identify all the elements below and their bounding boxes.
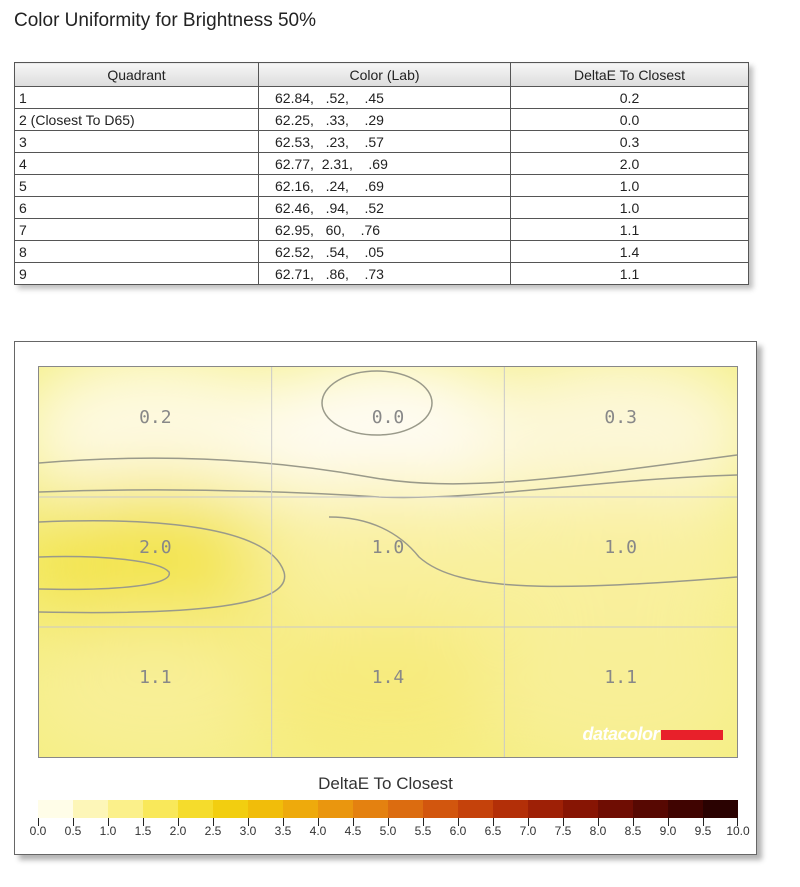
table-row [15, 219, 749, 241]
color-scale-segment [703, 800, 738, 818]
delta-e-cell: 1.0 [511, 175, 749, 197]
cell-label-2-0: 1.1 [139, 667, 172, 688]
color-scale-segment [668, 800, 703, 818]
quadrant-cell: 8 [15, 241, 259, 263]
cell-label-1-2: 1.0 [604, 537, 637, 558]
delta-e-cell: 0.3 [511, 131, 749, 153]
delta-e-cell: 1.1 [511, 263, 749, 285]
color-scale-bar [38, 800, 738, 818]
page-title: Color Uniformity for Brightness 50% [14, 10, 316, 31]
color-scale-segment [143, 800, 178, 818]
cell-label-2-2: 1.1 [604, 667, 637, 688]
table-body [15, 87, 749, 285]
color-scale-tick-label: 6.0 [449, 824, 467, 838]
color-scale-segment [213, 800, 248, 818]
quadrant-cell: 1 [15, 87, 259, 109]
color-scale-segment [563, 800, 598, 818]
cell-label-0-2: 0.3 [604, 407, 637, 428]
color-scale-tick-label: 4.5 [344, 824, 362, 838]
delta-e-cell: 1.1 [511, 219, 749, 241]
table-row [15, 109, 749, 131]
heatmap-plot-area [38, 366, 738, 758]
delta-e-cell: 2.0 [511, 153, 749, 175]
color-scale-tick-label: 5.0 [379, 824, 397, 838]
cell-label-0-0: 0.2 [139, 407, 172, 428]
color-scale-tick-label: 0.5 [64, 824, 82, 838]
table-row [15, 131, 749, 153]
color-scale-tick-label: 2.5 [204, 824, 222, 838]
color-scale-segment [528, 800, 563, 818]
color-scale-segment [248, 800, 283, 818]
color-scale-tick-label: 9.0 [659, 824, 677, 838]
table-header-row [15, 63, 749, 87]
color-scale-segment [423, 800, 458, 818]
color-scale-segment [178, 800, 213, 818]
cell-label-1-1: 1.0 [371, 537, 405, 558]
color-scale-tick-label: 3.0 [239, 824, 257, 838]
color-scale-tick-label: 7.0 [519, 824, 537, 838]
color-scale-tick-label: 10.0 [726, 824, 750, 838]
color-scale-tick-label: 8.5 [624, 824, 642, 838]
cell-label-2-1: 1.4 [371, 667, 405, 688]
uniformity-table-container [14, 62, 749, 285]
delta-e-cell: 0.2 [511, 87, 749, 109]
color-lab-cell: 62.53, .23, .57 [259, 131, 511, 153]
color-scale-segment [38, 800, 73, 818]
quadrant-cell: 2 (Closest To D65) [15, 109, 259, 131]
quadrant-cell: 4 [15, 153, 259, 175]
color-lab-cell: 62.25, .33, .29 [259, 109, 511, 131]
quadrant-cell: 7 [15, 219, 259, 241]
column-header-color-lab: Color (Lab) [259, 63, 511, 87]
color-lab-cell: 62.77, 2.31, .69 [259, 153, 511, 175]
column-header-quadrant: Quadrant [15, 63, 259, 87]
quadrant-cell: 9 [15, 263, 259, 285]
uniformity-table [14, 62, 749, 285]
datacolor-logo-bar [661, 730, 723, 740]
color-scale-tick-label: 9.5 [694, 824, 712, 838]
quadrant-cell: 6 [15, 197, 259, 219]
color-scale-segment [318, 800, 353, 818]
color-scale-tick-label: 2.0 [169, 824, 187, 838]
table-row [15, 197, 749, 219]
heatmap-svg [39, 367, 737, 757]
color-scale-tick-label: 3.5 [274, 824, 292, 838]
color-lab-cell: 62.71, .86, .73 [259, 263, 511, 285]
color-scale-segment [73, 800, 108, 818]
color-scale-title: DeltaE To Closest [318, 774, 453, 793]
color-scale-segment [458, 800, 493, 818]
table-row [15, 175, 749, 197]
table-row [15, 153, 749, 175]
delta-e-cell: 0.0 [511, 109, 749, 131]
color-scale-segment [353, 800, 388, 818]
color-lab-cell: 62.84, .52, .45 [259, 87, 511, 109]
delta-e-cell: 1.4 [511, 241, 749, 263]
color-scale-tick-label: 4.0 [309, 824, 327, 838]
quadrant-cell: 5 [15, 175, 259, 197]
table-row [15, 241, 749, 263]
color-scale-tick-label: 6.5 [484, 824, 502, 838]
table-row [15, 87, 749, 109]
color-scale-segment [283, 800, 318, 818]
delta-e-cell: 1.0 [511, 197, 749, 219]
color-scale-tick-label: 1.5 [134, 824, 152, 838]
color-scale-tick-label: 8.0 [589, 824, 607, 838]
cell-label-1-0: 2.0 [139, 537, 172, 558]
color-scale-tick-label: 1.0 [99, 824, 117, 838]
color-scale-segment [598, 800, 633, 818]
color-lab-cell: 62.16, .24, .69 [259, 175, 511, 197]
color-scale-tick-label: 0.0 [29, 824, 47, 838]
color-scale-segment [108, 800, 143, 818]
color-lab-cell: 62.46, .94, .52 [259, 197, 511, 219]
uniformity-chart-panel [14, 341, 757, 855]
datacolor-logo-text: datacolor [582, 724, 659, 744]
color-scale-segment [493, 800, 528, 818]
datacolor-logo [582, 724, 723, 745]
color-scale-segment [388, 800, 423, 818]
color-scale-tick-label: 7.5 [554, 824, 572, 838]
quadrant-cell: 3 [15, 131, 259, 153]
color-scale-segment [633, 800, 668, 818]
color-lab-cell: 62.95, 60, .76 [259, 219, 511, 241]
column-header-delta-e: DeltaE To Closest [511, 63, 749, 87]
cell-label-0-1: 0.0 [371, 407, 405, 428]
color-lab-cell: 62.52, .54, .05 [259, 241, 511, 263]
color-scale-tick-label: 5.5 [414, 824, 432, 838]
table-row [15, 263, 749, 285]
